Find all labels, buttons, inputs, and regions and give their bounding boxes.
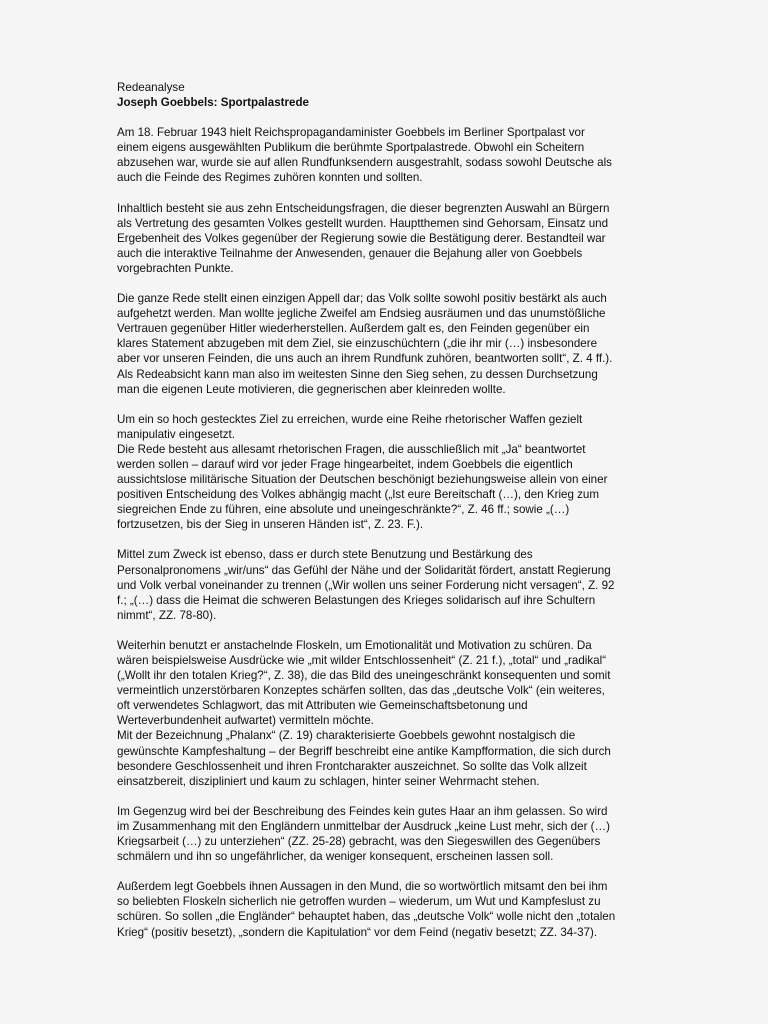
spacer — [117, 186, 657, 201]
paragraph-5: Mittel zum Zweck ist ebenso, dass er durch stete Benutzung und Bestärkung des Personalpronomens „wir/uns“ das Gefühl der Nähe und der Solidarität fördert, anstatt Regierung und Volk verbal voneinander zu trennen („Wir wollen uns seiner Forderung nicht versagen“, Z. 92 f.; „(…) dass die Heimat die schweren Belastungen des Krieges solidarisch auf ihre Schultern nimmt“, ZZ. 78-80). — [117, 548, 615, 622]
spacer — [117, 397, 657, 412]
paragraph-3: Die ganze Rede stellt einen einzigen Appell dar; das Volk sollte sowohl positiv bestärkt als auch aufgehetzt werden. Man wollte jegliche Zweifel am Endsieg ausräumen und das unumstößliche Vertrauen gegenüber Hitler wiederherstellen. Außerdem galt es, den Feinden gegenüber ein klares Statement abzugeben mit dem Ziel, sie einzuschüchtern („die ihr mir (…) insbesondere aber vor unseren Feinden, die uns auch an ihrem Rundfunk zuhören, beantworten sollt“, Z. 4 ff.). Als Redeabsicht kann man also im weitesten Sinne den Sieg sehen, zu dessen Durchsetzung man die eigenen Leute motivieren, die gegnerischen aber kleinreden wollte. — [117, 292, 613, 396]
paragraph-7: Im Gegenzug wird bei der Beschreibung des Feindes kein gutes Haar an ihm gelassen. So wird im Zusammenhang mit den Engländern unmittelbar der Ausdruck „keine Lust mehr, sich der (…) Kriegsarbeit (…) zu unterziehen“ (ZZ. 25-28) gebracht, was den Siegeswillen des Gegenübers schmälern und ihn so ungefährlicher, da weniger konsequent, erscheinen lassen soll. — [117, 804, 610, 864]
paragraph-8: Außerdem legt Goebbels ihnen Aussagen in den Mund, die so wortwörtlich mitsamt den bei ihm so beliebten Floskeln sicherlich nie getroffen wurden – wiederum, um Wut und Kampfeslust zu schüren. So sollen „die Engländer“ behauptet haben, das „deutsche Volk“ wolle nicht den „totalen Krieg“ (positiv besetzt), „sondern die Kapitulation“ vor dem Feind (negativ besetzt; ZZ. 34-37). — [117, 880, 616, 939]
paragraph-4: Um ein so hoch gestecktes Ziel zu erreichen, wurde eine Reihe rhetorischer Waffen gezielt manipulativ eingesetzt. Die Rede besteht aus allesamt rhetorischen Fragen, die ausschließlich mit „Ja“ beantwortet werden sollen – darauf wird vor jeder Frage hingearbeitet, indem Goebbels die eigentlich aussichtslose militärische Situation der Deutschen beschönigt beziehungsweise allein von einer positiven Entscheidung des Volkes abhängig macht („Ist eure Bereitschaft (…), den Krieg zum siegreichen Ende zu führen, eine absolute und uneingeschränkte?“, Z. 46 ff.; sowie „(…) fortzusetzen, bis der Sieg in unseren Händen ist“, Z. 23. F.). — [117, 412, 608, 532]
document-title: Joseph Goebbels: Sportpalastrede — [117, 96, 309, 110]
paragraph-1: Am 18. Februar 1943 hielt Reichspropagandaminister Goebbels im Berliner Sportpalast vor einem eigens ausgewählten Publikum die berühmte Sportpalastrede. Obwohl ein Scheitern abzusehen war, wurde sie auf allen Rundfunksendern ausgestrahlt, sodass sowohl Deutsche als auch die Feinde des Regimes zuhören konnten und sollten. — [117, 126, 612, 185]
paragraph-2: Inhaltlich besteht sie aus zehn Entscheidungsfragen, die dieser begrenzten Auswahl an Bürgern als Vertretung des gesamten Volkes gestellt wurden. Hauptthemen sind Gehorsam, Einsatz und Ergebenheit des Volkes gegenüber der Regierung sowie die Bestätigung derer. Bestandteil war auch die interaktive Teilnahme der Anwesenden, genauer die Bejahung aller von Goebbels vorgebrachten Punkte. — [117, 201, 610, 275]
document-content — [117, 80, 657, 940]
spacer — [117, 789, 657, 804]
spacer — [117, 532, 657, 547]
paragraph-6: Weiterhin benutzt er anstachelnde Floskeln, um Emotionalität und Motivation zu schüren. Da wären beispielsweise Ausdrücke wie „mit wilder Entschlossenheit“ (Z. 21 f.), „total“ und „radikal“ („Wollt ihr den totalen Krieg?“, Z. 38), die das Bild des uneingeschränkt konsequenten und somit vermeintlich unzerstörbaren Konzeptes schärfen sollten, das das „deutsche Volk“ (ein weiteres, oft verwendetes Schlagwort, das mit Attributen wie Gemeinschaftsbetonung und Werteverbundenheit aufwartet) vermitteln möchte. Mit der Bezeichnung „Phalanx“ (Z. 19) charakterisierte Goebbels gewohnt nostalgisch die gewünschte Kampfeshaltung – der Begriff beschreibt eine antike Kampfformation, die sich durch besondere Geschlossenheit und ihren Frontcharakter auszeichnet. So sollte das Volk allzeit einsatzbereit, diszipliniert und kaum zu schlagen, hinter seiner Wehrmacht stehen. — [117, 638, 611, 788]
spacer — [117, 110, 657, 125]
spacer — [117, 864, 657, 879]
document-label: Redeanalyse — [117, 81, 185, 94]
spacer — [117, 623, 657, 638]
spacer — [117, 276, 657, 291]
